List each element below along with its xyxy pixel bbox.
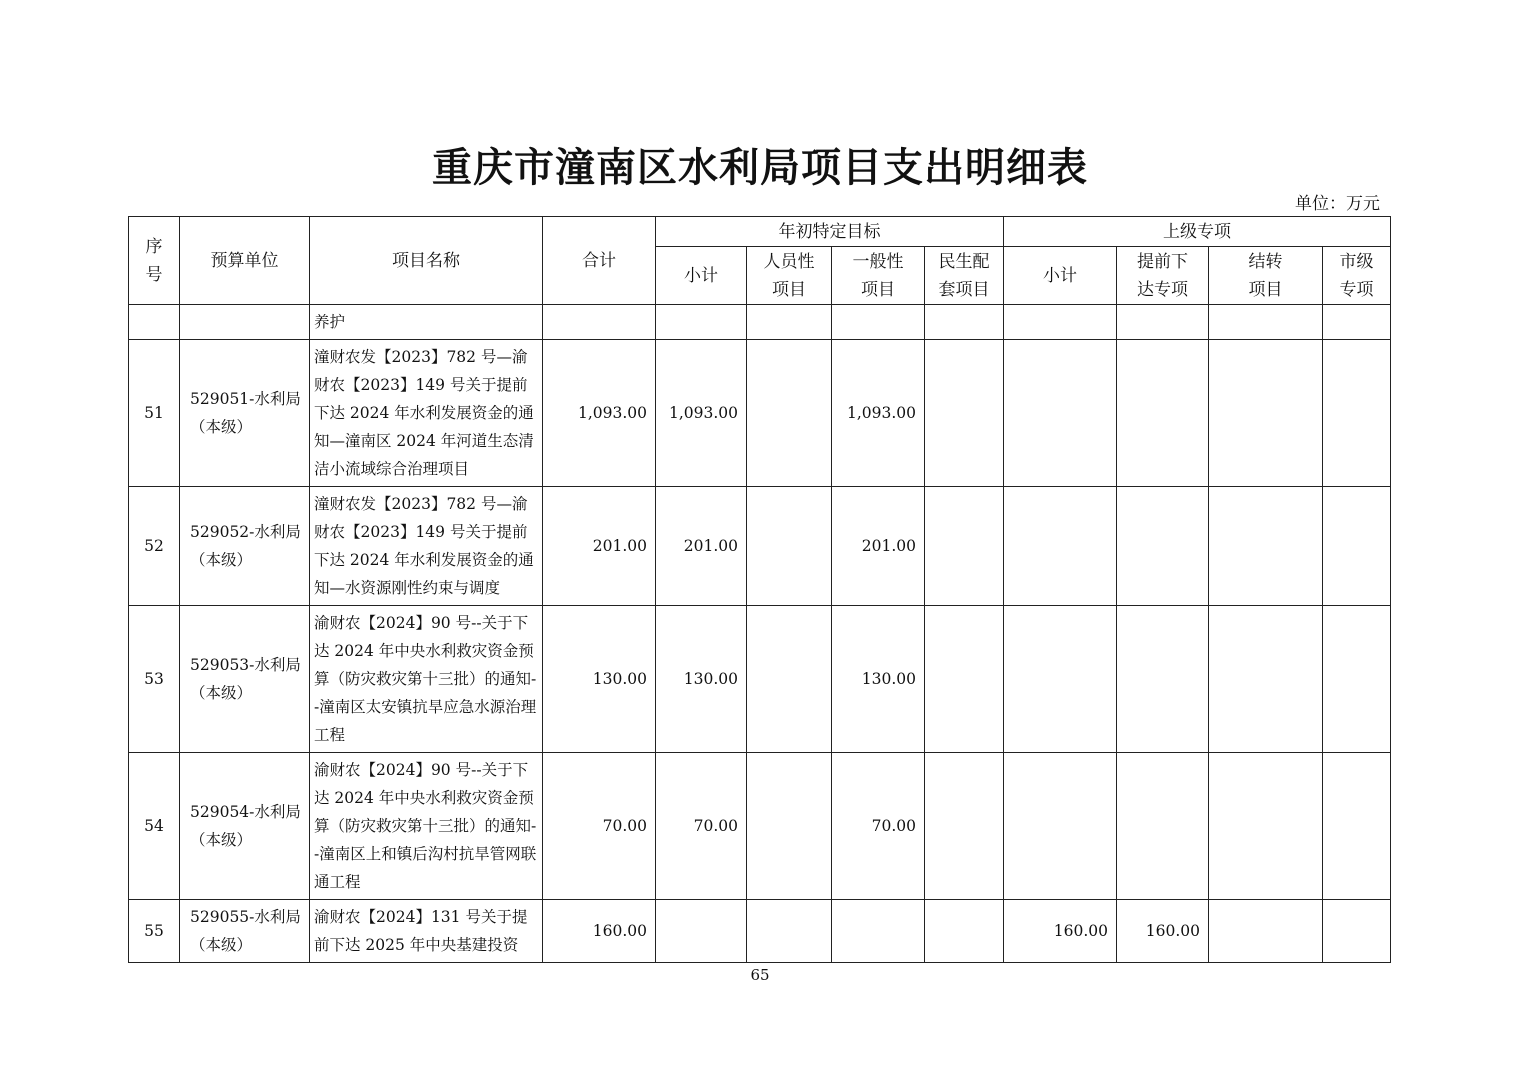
header-total: 合计 xyxy=(543,217,656,305)
header-superior-city: 市级 专项 xyxy=(1323,247,1391,305)
cell-initial-subtotal: 70.00 xyxy=(656,753,747,900)
unit-label: 单位：万元 xyxy=(1295,194,1380,214)
cell-initial-general xyxy=(832,305,925,340)
table-row xyxy=(129,305,1391,340)
cell-superior-advance xyxy=(1117,305,1209,340)
cell-superior-city xyxy=(1323,340,1391,487)
cell-superior-advance xyxy=(1117,606,1209,753)
cell-initial-personnel xyxy=(747,305,832,340)
page-number: 65 xyxy=(750,966,770,984)
header-superior-carryover: 结转 项目 xyxy=(1209,247,1323,305)
cell-initial-subtotal: 201.00 xyxy=(656,487,747,606)
page-title: 重庆市潼南区水利局项目支出明细表 xyxy=(432,145,1088,191)
table-row xyxy=(129,606,1391,753)
header-initial-livelihood: 民生配 套项目 xyxy=(925,247,1004,305)
cell-seq: 55 xyxy=(129,900,180,963)
cell-total: 201.00 xyxy=(543,487,656,606)
cell-budget-unit: 529055-水利局 （本级） xyxy=(180,900,310,963)
cell-project-name: 渝财农【2024】90 号--关于下达 2024 年中央水利救灾资金预算（防灾救灾第十三批）的通知--潼南区上和镇后沟村抗旱管网联通工程 xyxy=(310,753,543,900)
cell-budget-unit: 529053-水利局 （本级） xyxy=(180,606,310,753)
cell-seq: 51 xyxy=(129,340,180,487)
header-group-superior: 上级专项 xyxy=(1004,217,1391,247)
cell-initial-livelihood xyxy=(925,340,1004,487)
header-budget-unit: 预算单位 xyxy=(180,217,310,305)
cell-total: 70.00 xyxy=(543,753,656,900)
cell-total: 130.00 xyxy=(543,606,656,753)
cell-seq: 53 xyxy=(129,606,180,753)
cell-budget-unit xyxy=(180,305,310,340)
header-seq: 序 号 xyxy=(129,217,180,305)
cell-initial-subtotal xyxy=(656,900,747,963)
cell-project-name: 养护 xyxy=(310,305,543,340)
header-group-initial: 年初特定目标 xyxy=(656,217,1004,247)
cell-initial-personnel xyxy=(747,487,832,606)
cell-superior-subtotal xyxy=(1004,753,1117,900)
cell-project-name: 渝财农【2024】90 号--关于下达 2024 年中央水利救灾资金预算（防灾救灾第十三批）的通知--潼南区太安镇抗旱应急水源治理工程 xyxy=(310,606,543,753)
cell-superior-advance xyxy=(1117,340,1209,487)
cell-superior-subtotal xyxy=(1004,487,1117,606)
cell-initial-livelihood xyxy=(925,487,1004,606)
cell-budget-unit: 529054-水利局 （本级） xyxy=(180,753,310,900)
cell-initial-livelihood xyxy=(925,606,1004,753)
cell-superior-advance xyxy=(1117,753,1209,900)
table-row xyxy=(129,753,1391,900)
header-project-name: 项目名称 xyxy=(310,217,543,305)
cell-superior-subtotal: 160.00 xyxy=(1004,900,1117,963)
cell-superior-advance xyxy=(1117,487,1209,606)
cell-superior-city xyxy=(1323,606,1391,753)
cell-initial-general: 201.00 xyxy=(832,487,925,606)
cell-initial-personnel xyxy=(747,753,832,900)
header-initial-personnel: 人员性 项目 xyxy=(747,247,832,305)
cell-superior-subtotal xyxy=(1004,340,1117,487)
cell-initial-subtotal: 130.00 xyxy=(656,606,747,753)
cell-initial-general xyxy=(832,900,925,963)
cell-initial-personnel xyxy=(747,340,832,487)
cell-superior-subtotal xyxy=(1004,305,1117,340)
cell-superior-carryover xyxy=(1209,606,1323,753)
cell-seq xyxy=(129,305,180,340)
cell-total xyxy=(543,305,656,340)
cell-seq: 54 xyxy=(129,753,180,900)
cell-initial-livelihood xyxy=(925,753,1004,900)
expenditure-table xyxy=(128,216,1391,963)
table-row xyxy=(129,487,1391,606)
cell-initial-general: 130.00 xyxy=(832,606,925,753)
cell-initial-livelihood xyxy=(925,305,1004,340)
cell-project-name: 渝财农【2024】131 号关于提前下达 2025 年中央基建投资 xyxy=(310,900,543,963)
cell-initial-subtotal xyxy=(656,305,747,340)
header-initial-subtotal: 小计 xyxy=(656,247,747,305)
cell-superior-subtotal xyxy=(1004,606,1117,753)
cell-superior-city xyxy=(1323,305,1391,340)
cell-superior-advance: 160.00 xyxy=(1117,900,1209,963)
cell-superior-city xyxy=(1323,753,1391,900)
cell-project-name: 潼财农发【2023】782 号—渝财农【2023】149 号关于提前下达 2024 年水利发展资金的通知—水资源刚性约束与调度 xyxy=(310,487,543,606)
cell-superior-carryover xyxy=(1209,305,1323,340)
cell-budget-unit: 529052-水利局 （本级） xyxy=(180,487,310,606)
cell-project-name: 潼财农发【2023】782 号—渝财农【2023】149 号关于提前下达 2024 年水利发展资金的通知—潼南区 2024 年河道生态清洁小流域综合治理项目 xyxy=(310,340,543,487)
cell-initial-livelihood xyxy=(925,900,1004,963)
cell-total: 1,093.00 xyxy=(543,340,656,487)
cell-budget-unit: 529051-水利局 （本级） xyxy=(180,340,310,487)
cell-initial-general: 1,093.00 xyxy=(832,340,925,487)
cell-seq: 52 xyxy=(129,487,180,606)
cell-superior-carryover xyxy=(1209,340,1323,487)
cell-superior-city xyxy=(1323,900,1391,963)
cell-total: 160.00 xyxy=(543,900,656,963)
cell-initial-general: 70.00 xyxy=(832,753,925,900)
table-row xyxy=(129,900,1391,963)
header-initial-general: 一般性 项目 xyxy=(832,247,925,305)
cell-superior-carryover xyxy=(1209,753,1323,900)
cell-superior-carryover xyxy=(1209,900,1323,963)
cell-initial-personnel xyxy=(747,606,832,753)
cell-initial-personnel xyxy=(747,900,832,963)
cell-initial-subtotal: 1,093.00 xyxy=(656,340,747,487)
table-row xyxy=(129,340,1391,487)
cell-superior-carryover xyxy=(1209,487,1323,606)
header-superior-subtotal: 小计 xyxy=(1004,247,1117,305)
header-superior-advance: 提前下 达专项 xyxy=(1117,247,1209,305)
cell-superior-city xyxy=(1323,487,1391,606)
